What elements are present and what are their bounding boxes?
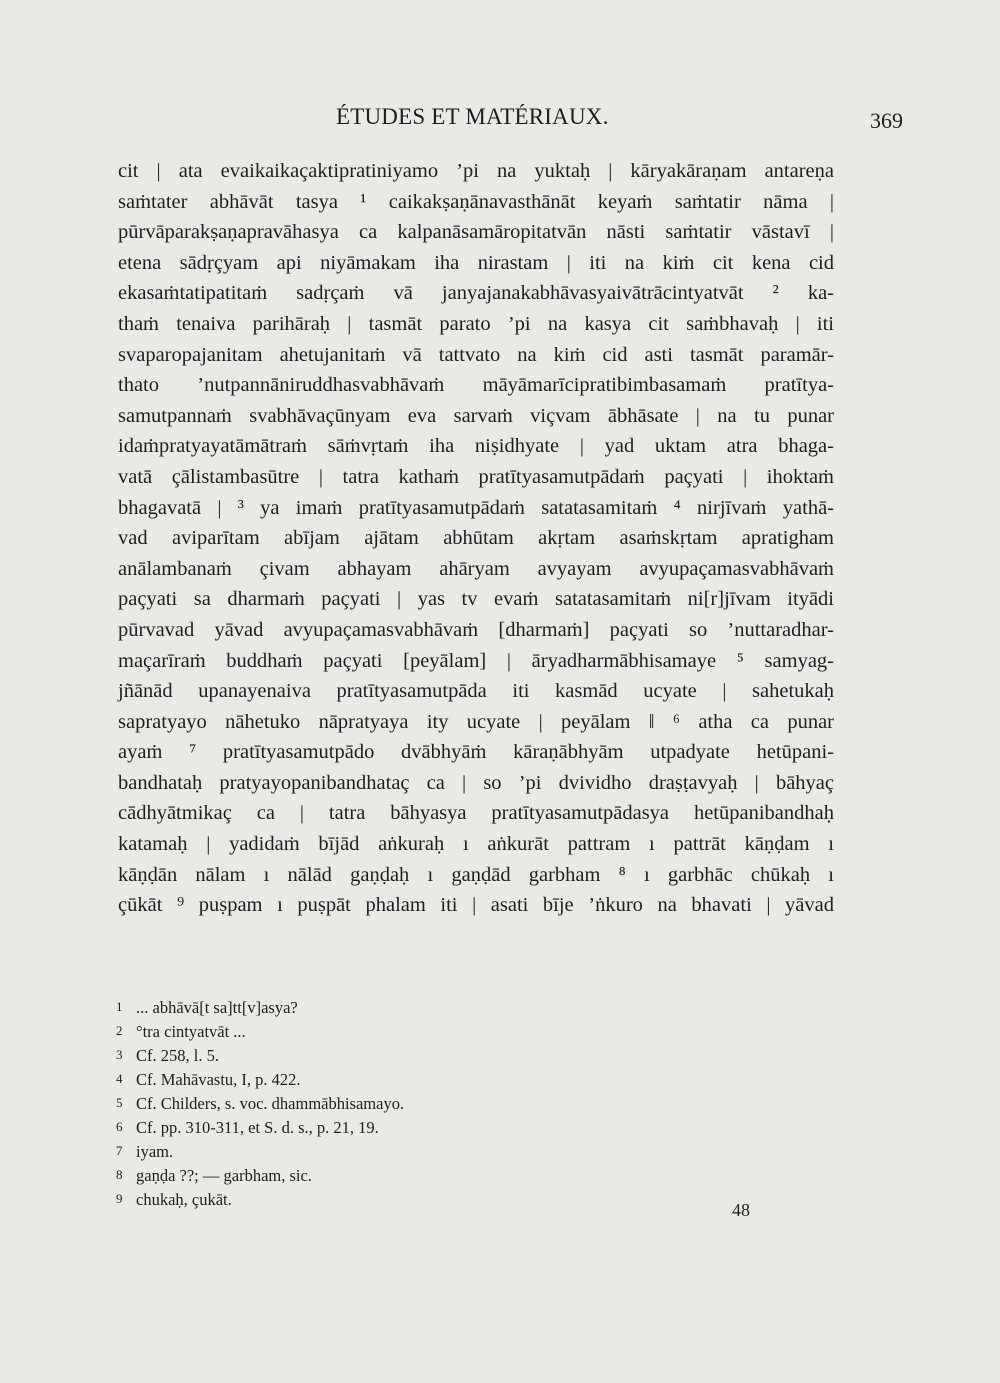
signature-mark: 48	[732, 1200, 750, 1220]
footnote-number: 7	[116, 1143, 123, 1158]
footnote-text: °tra cintyatvāt ...	[136, 1022, 246, 1041]
footnote-text: Cf. pp. 310-311, et S. d. s., p. 21, 19.	[136, 1118, 379, 1137]
text-line: sapratyayo nāhetuko nāpratyaya ity ucyate | peyālam ‖ ⁶ atha ca punar	[118, 710, 834, 733]
footnote-text: gaṇḍa ??; — garbham, sic.	[136, 1166, 312, 1185]
footnote-text: chukaḥ, çukāt.	[136, 1190, 232, 1209]
footnote-number: 5	[116, 1095, 123, 1110]
main-text	[118, 156, 834, 921]
text-line: ekasaṁtatipatitaṁ sadṛçaṁ vā janyajanakabhāvasyaivātrācintyatvāt ² ka-	[118, 282, 834, 305]
footnote-text: iyam.	[136, 1142, 174, 1161]
running-header: ÉTUDES ET MATÉRIAUX.	[336, 104, 609, 129]
text-line: anālambanaṁ çivam abhayam ahāryam avyayam avyupaçamasvabhāvaṁ	[118, 557, 834, 580]
text-line: ayaṁ ⁷ pratītyasamutpādo dvābhyāṁ kāraṇābhyām utpadyate hetūpani-	[118, 741, 834, 764]
footnote	[116, 1068, 536, 1092]
page-number: 369	[870, 108, 903, 133]
footnote-number: 4	[116, 1071, 123, 1086]
footnote-text: Cf. Mahāvastu, I, p. 422.	[136, 1070, 301, 1089]
text-line: pūrvāparakṣaṇapravāhasya ca kalpanāsamāropitatvān nāsti saṁtatir vāstavī |	[118, 221, 834, 244]
footnotes	[116, 996, 536, 1212]
footnote-number: 3	[116, 1047, 123, 1062]
text-line: maçarīraṁ buddhaṁ paçyati [peyālam] | āryadharmābhisamaye ⁵ samyag-	[118, 649, 834, 672]
footnote-number: 2	[116, 1023, 123, 1038]
text-line: paçyati sa dharmaṁ paçyati | yas tv evaṁ satatasamitaṁ ni[r]jīvam ityādi	[118, 588, 834, 611]
text-line: cit | ata evaikaikaçaktipratiniyamo ’pi na yuktaḥ | kāryakāraṇam antareṇa	[118, 160, 834, 182]
footnote-number: 1	[116, 999, 123, 1014]
text-line: bandhataḥ pratyayopanibandhataç ca | so ’pi dvividho draṣṭavyaḥ | bāhyaç	[118, 771, 834, 794]
text-line: çūkāt ⁹ puṣpam ı puṣpāt phalam iti | asati bīje ’ṅkuro na bhavati | yāvad	[118, 894, 834, 917]
text-line: pūrvavad yāvad avyupaçamasvabhāvaṁ [dharmaṁ] paçyati so ’nuttaradhar-	[118, 618, 834, 641]
text-line: vad aviparītam abījam ajātam abhūtam akṛtam asaṁskṛtam apratigham	[118, 527, 834, 550]
text-line: jñānād upanayenaiva pratītyasamutpāda iti kasmād ucyate | sahetukaḥ	[118, 680, 834, 703]
footnote	[116, 1164, 536, 1188]
footnote-number: 6	[116, 1119, 123, 1134]
footnote	[116, 996, 536, 1020]
text-line: saṁtater abhāvāt tasya ¹ caikakṣaṇānavasthānāt keyaṁ saṁtatir nāma |	[118, 190, 834, 213]
footnote-text: ... abhāvā[t sa]tt[v]asya?	[136, 998, 298, 1017]
text-line: idaṁpratyayatāmātraṁ sāṁvṛtaṁ iha niṣidhyate | yad uktam atra bhaga-	[118, 435, 834, 458]
footnote	[116, 1188, 536, 1212]
text-line: thaṁ tenaiva parihāraḥ | tasmāt parato ’pi na kasya cit saṁbhavaḥ | iti	[118, 312, 834, 335]
footnote-number: 8	[116, 1167, 123, 1182]
footnote-text: Cf. Childers, s. voc. dhammābhisamayo.	[136, 1094, 405, 1113]
text-line: kāṇḍān nālam ı nālād gaṇḍaḥ ı gaṇḍād garbham ⁸ ı garbhāc chūkaḥ ı	[118, 863, 834, 886]
text-line: etena sādṛçyam api niyāmakam iha nirastam | iti na kiṁ cit kena cid	[118, 251, 834, 274]
footnote-text: Cf. 258, l. 5.	[136, 1046, 219, 1065]
footnote	[116, 1140, 536, 1164]
text-line: svaparopajanitam ahetujanitaṁ vā tattvato na kiṁ cid asti tasmāt paramār-	[118, 343, 834, 366]
footnote	[116, 1020, 536, 1044]
text-line: vatā çālistambasūtre | tatra kathaṁ pratītyasamutpādaṁ paçyati | ihoktaṁ	[118, 465, 834, 488]
text-line: thato ’nutpannāniruddhasvabhāvaṁ māyāmarīcipratibimbasamaṁ pratītya-	[118, 374, 834, 397]
text-line: cādhyātmikaç ca | tatra bāhyasya pratītyasamutpādasya hetūpanibandhaḥ	[118, 802, 834, 825]
footnote-number: 9	[116, 1191, 123, 1206]
footnote	[116, 1044, 536, 1068]
text-line: katamaḥ | yadidaṁ bījād aṅkuraḥ ı aṅkurāt pattram ı pattrāt kāṇḍam ı	[118, 833, 834, 856]
text-line: bhagavatā | ³ ya imaṁ pratītyasamutpādaṁ satatasamitaṁ ⁴ nirjīvaṁ yathā-	[118, 496, 834, 519]
footnote	[116, 1116, 536, 1140]
text-line: samutpannaṁ svabhāvaçūnyam eva sarvaṁ viçvam ābhāsate | na tu punar	[118, 404, 834, 427]
footnote	[116, 1092, 536, 1116]
